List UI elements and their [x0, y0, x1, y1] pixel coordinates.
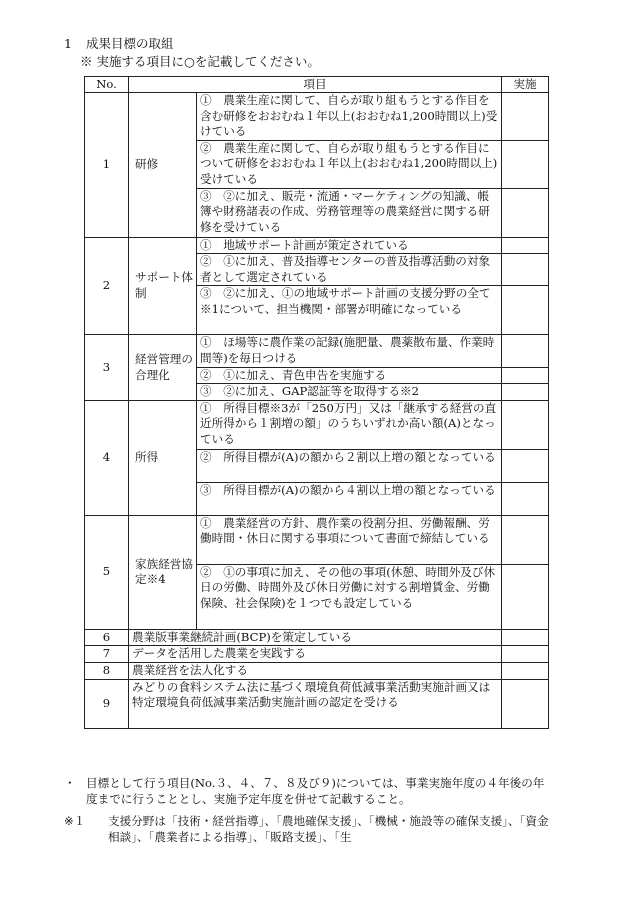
impl-cell[interactable] — [502, 449, 549, 482]
bullet-mark: ・ — [64, 776, 76, 790]
impl-cell[interactable] — [502, 629, 549, 646]
row-item: ① 農業生産に関して、自らが取り組もうとする作目を含む研修をおおむね１年以上(おおむね1,200時間以上)受けている — [197, 93, 502, 141]
row-item: ① ほ場等に農作業の記録(施肥量、農薬散布量、作業時間等)を毎日つける — [197, 335, 502, 367]
section-number: 1 — [64, 36, 72, 51]
table-row — [85, 662, 549, 679]
section-title: 成果目標の取組 — [86, 36, 174, 51]
table-row — [85, 679, 549, 728]
table-row — [85, 335, 549, 367]
row-item: 農業経営を法人化する — [129, 662, 502, 679]
header-impl: 実施 — [502, 77, 549, 93]
impl-cell[interactable] — [502, 400, 549, 449]
impl-cell[interactable] — [502, 679, 549, 728]
row-item: ③ ②に加え、①の地域サポート計画の支援分野の全て※1について、担当機関・部署が明確になっている — [197, 286, 502, 335]
row-item: ② ①に加え、青色申告を実施する — [197, 367, 502, 384]
impl-cell[interactable] — [502, 93, 549, 141]
impl-cell[interactable] — [502, 482, 549, 515]
footnote-1-text: 支援分野は「技術・経営指導」、「農地確保支援」、「機械・施設等の確保支援」、「資金相談」、「農業者による指導」、「販路支援」、「生 — [108, 814, 549, 844]
row-item: データを活用した農業を実践する — [129, 646, 502, 663]
table-row — [85, 646, 549, 663]
row-category: 家族経営協定※4 — [129, 515, 197, 629]
goals-table — [84, 76, 549, 729]
impl-cell[interactable] — [502, 662, 549, 679]
impl-cell[interactable] — [502, 254, 549, 286]
row-item: ② 農業生産に関して、自らが取り組もうとする作目について研修をおおむね１年以上(おおむね1,200時間以上)受けている — [197, 140, 502, 188]
row-item: ③ ②に加え、販売・流通・マーケティングの知識、帳簿や財務諸表の作成、労務管理等の農業経営に関する研修を受けている — [197, 188, 502, 237]
table-row — [85, 400, 549, 449]
bullet-note — [64, 775, 554, 807]
row-item: ① 所得目標※3が「250万円」又は「継承する経営の直近所得から１割増の額」のうちいずれか高い額(A)となっている — [197, 400, 502, 449]
section-heading — [64, 34, 174, 52]
table-row — [85, 93, 549, 141]
footnote-1-mark: ※１ — [64, 814, 86, 828]
row-item: ② ①の事項に加え、その他の事項(休憩、時間外及び休日の労働、時間外及び休日労働に対する割増賃金、労働保険、社会保険)を１つでも設定している — [197, 564, 502, 629]
row-item: ② 所得目標が(A)の額から２割以上増の額となっている — [197, 449, 502, 482]
table-row — [85, 237, 549, 254]
row-item: ① 農業経営の方針、農作業の役割分担、労働報酬、労働時間・休日に関する事項について書面で締結している — [197, 515, 502, 564]
row-item: ③ 所得目標が(A)の額から４割以上増の額となっている — [197, 482, 502, 515]
impl-cell[interactable] — [502, 286, 549, 335]
row-item: ① 地域サポート計画が策定されている — [197, 237, 502, 254]
row-number: 9 — [85, 679, 129, 728]
row-item: ③ ②に加え、GAP認証等を取得する※2 — [197, 384, 502, 401]
row-item: 農業版事業継続計画(BCP)を策定している — [129, 629, 502, 646]
row-number: 6 — [85, 629, 129, 646]
impl-cell[interactable] — [502, 515, 549, 564]
impl-cell[interactable] — [502, 367, 549, 384]
impl-cell[interactable] — [502, 335, 549, 367]
row-number: 8 — [85, 662, 129, 679]
table-row — [85, 515, 549, 564]
row-number: 7 — [85, 646, 129, 663]
footnote-1 — [64, 813, 554, 845]
table-header-row — [85, 77, 549, 93]
impl-cell[interactable] — [502, 237, 549, 254]
bullet-note-text: 目標として行う項目(No.３、４、７、８及び９)については、事業実施年度の４年後の年度までに行うこととし、実施予定年度を併せて記載すること。 — [86, 776, 545, 806]
row-item: みどりの食料システム法に基づく環境負荷低減事業活動実施計画又は特定環境負荷低減事業活動実施計画の認定を受ける — [129, 679, 502, 728]
notes-section — [64, 775, 554, 845]
row-number: 3 — [85, 335, 129, 400]
instruction-text: ※ 実施する項目に○を記載してください。 — [80, 54, 320, 69]
impl-cell[interactable] — [502, 384, 549, 401]
table-row — [85, 629, 549, 646]
row-number: 2 — [85, 237, 129, 335]
row-category: 所得 — [129, 400, 197, 515]
row-category: 研修 — [129, 93, 197, 238]
header-item: 項目 — [129, 77, 502, 93]
impl-cell[interactable] — [502, 646, 549, 663]
header-no: No. — [85, 77, 129, 93]
row-number: 5 — [85, 515, 129, 629]
row-category: サポート体制 — [129, 237, 197, 335]
impl-cell[interactable] — [502, 188, 549, 237]
impl-cell[interactable] — [502, 140, 549, 188]
row-item: ② ①に加え、普及指導センターの普及指導活動の対象者として選定されている — [197, 254, 502, 286]
impl-cell[interactable] — [502, 564, 549, 629]
row-number: 4 — [85, 400, 129, 515]
row-category: 経営管理の合理化 — [129, 335, 197, 400]
row-number: 1 — [85, 93, 129, 238]
